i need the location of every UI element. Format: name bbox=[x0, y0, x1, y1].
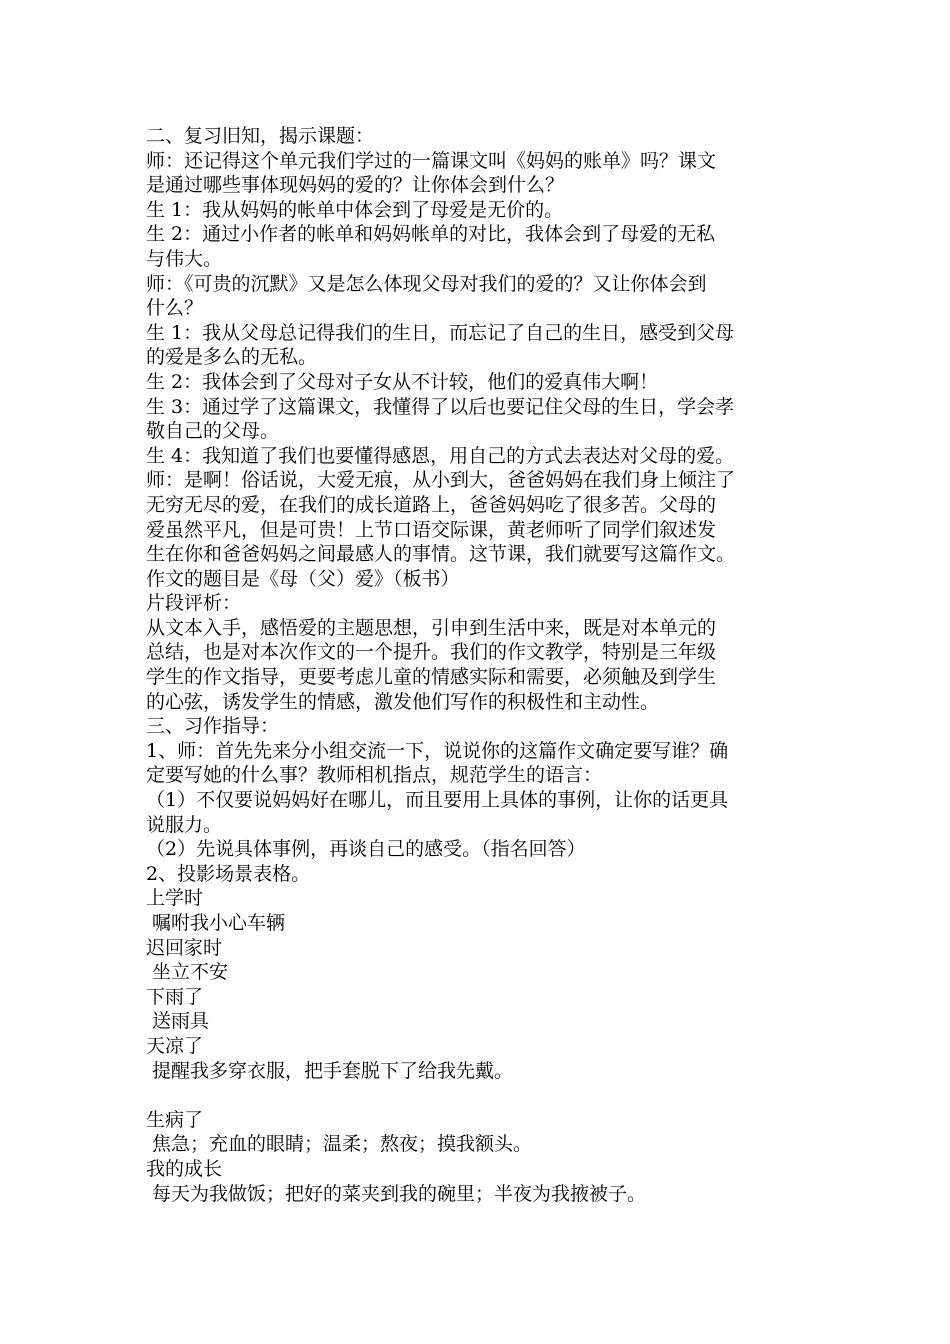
scene-label: 天凉了 bbox=[146, 1034, 204, 1057]
scene-detail: 嘱咐我小心车辆 bbox=[146, 912, 286, 934]
scene-label: 生病了 bbox=[146, 1108, 204, 1131]
text-line: 什么？ bbox=[146, 297, 204, 320]
section-heading-guidance: 三、习作指导： bbox=[146, 715, 280, 738]
text-line: 2、投影场景表格。 bbox=[146, 862, 311, 885]
text-line: 生 1：我从妈妈的帐单中体会到了母爱是无价的。 bbox=[146, 198, 564, 221]
text-line: 是通过哪些事体现妈妈的爱的？让你体会到什么？ bbox=[146, 174, 565, 197]
text-line: 无穷无尽的爱，在我们的成长道路上，爸爸妈妈吃了很多苦。父母的 bbox=[146, 493, 717, 516]
text-line: 总结，也是对本次作文的一个提升。我们的作文教学，特别是三年级 bbox=[146, 641, 717, 664]
scene-detail: 焦急；充血的眼睛；温柔；熬夜；摸我额头。 bbox=[146, 1133, 533, 1156]
scene-detail: 每天为我做饭；把好的菜夹到我的碗里；半夜为我掖被子。 bbox=[146, 1182, 647, 1205]
scene-detail: 坐立不安 bbox=[146, 961, 229, 984]
text-line: 作文的题目是《母（父）爱》（板书） bbox=[146, 567, 460, 590]
text-line: 生 1：我从父母总记得我们的生日，而忘记了自己的生日，感受到父母 bbox=[146, 321, 735, 344]
text-line: 敬自己的父母。 bbox=[146, 420, 280, 443]
section-heading-review: 二、复习旧知，揭示课题： bbox=[146, 125, 375, 147]
scene-label: 我的成长 bbox=[146, 1157, 223, 1180]
text-line: 生 3：通过学了这篇课文，我懂得了以后也要记住父母的生日，学会孝 bbox=[146, 395, 735, 418]
scene-label: 上学时 bbox=[146, 887, 204, 910]
text-line: 的爱是多么的无私。 bbox=[146, 346, 318, 369]
text-line: 爱虽然平凡，但是可贵！上节口语交际课，黄老师听了同学们叙述发 bbox=[146, 518, 717, 541]
text-line: 从文本入手，感悟爱的主题思想，引申到生活中来，既是对本单元的 bbox=[146, 616, 717, 639]
text-line: 生 2：通过小作者的帐单和妈妈帐单的对比，我体会到了母爱的无私 bbox=[146, 223, 716, 246]
scene-detail: 提醒我多穿衣服，把手套脱下了给我先戴。 bbox=[146, 1059, 514, 1082]
text-line: 师：还记得这个单元我们学过的一篇课文叫《妈妈的账单》吗？课文 bbox=[146, 149, 717, 172]
text-line: （1）不仅要说妈妈好在哪儿，而且要用上具体的事例，让你的话更具 bbox=[146, 789, 729, 812]
text-line: 与伟大。 bbox=[146, 247, 223, 270]
scene-detail: 送雨具 bbox=[146, 1010, 210, 1033]
scene-label: 下雨了 bbox=[146, 985, 204, 1008]
text-line: 生 4：我知道了我们也要懂得感恩，用自己的方式去表达对父母的爱。 bbox=[146, 444, 735, 467]
text-line: 1、师：首先先来分小组交流一下，说说你的这篇作文确定要写谁？确 bbox=[146, 739, 729, 762]
text-line: 的心弦，诱发学生的情感，激发他们写作的积极性和主动性。 bbox=[146, 690, 660, 713]
text-line: 师：是啊！俗话说，大爱无痕，从小到大，爸爸妈妈在我们身上倾注了 bbox=[146, 469, 736, 492]
text-line: 师：《可贵的沉默》又是怎么体现父母对我们的爱的？又让你体会到 bbox=[146, 272, 707, 295]
text-line: （2）先说具体事例，再谈自己的感受。（指名回答） bbox=[146, 838, 586, 861]
text-line: 生在你和爸爸妈妈之间最感人的事情。这节课，我们就要写这篇作文。 bbox=[146, 543, 736, 566]
text-line: 说服力。 bbox=[146, 813, 223, 836]
text-line: 学生的作文指导，更要考虑儿童的情感实际和需要，必须触及到学生 bbox=[146, 666, 717, 689]
blank-line bbox=[146, 1083, 836, 1108]
text-line: 定要写她的什么事？教师相机指点，规范学生的语言： bbox=[146, 764, 603, 787]
section-heading-comment: 片段评析： bbox=[146, 592, 242, 615]
text-line: 生 2：我体会到了父母对子女从不计较，他们的爱真伟大啊！ bbox=[146, 370, 659, 393]
document-body bbox=[146, 124, 836, 1206]
scene-label: 迟回家时 bbox=[146, 936, 223, 959]
